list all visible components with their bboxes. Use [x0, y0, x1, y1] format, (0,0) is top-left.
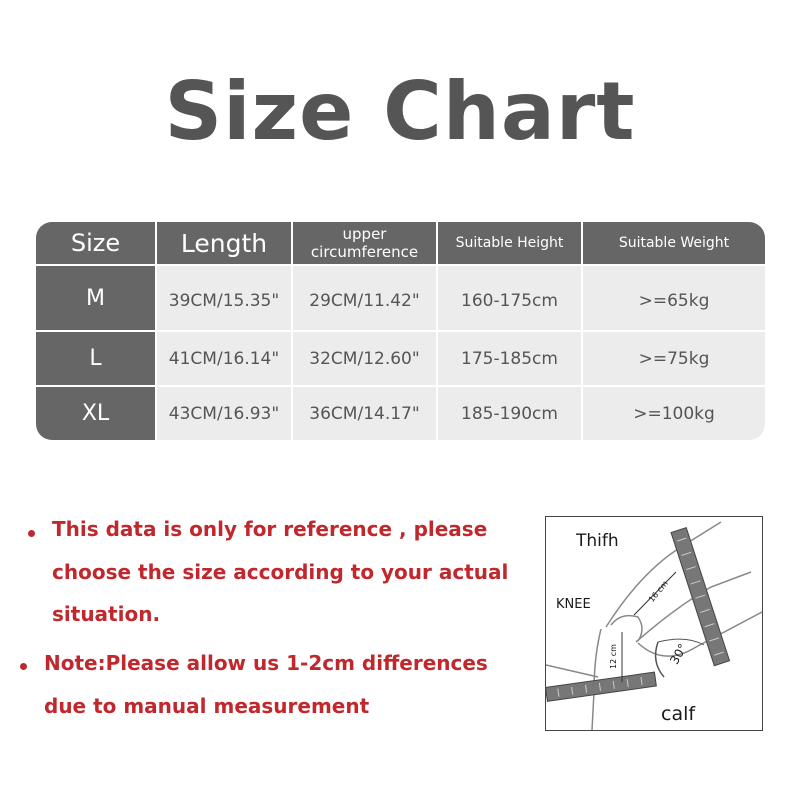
thigh-label: Thifh — [576, 531, 619, 551]
note-1-line-2: choose the size according to your actual — [52, 560, 509, 584]
note-2-line-1: Note:Please allow us 1-2cm differences — [44, 651, 488, 675]
page-title: Size Chart — [164, 65, 636, 158]
length-cell-xl: 43CM/16.93" — [168, 403, 280, 424]
upper-cell-m: 29CM/11.42" — [309, 291, 420, 311]
size-cell-l: L — [89, 346, 102, 371]
knee-label: KNEE — [556, 597, 591, 612]
upper-cell-xl: 36CM/14.17" — [309, 403, 420, 424]
upper-measure-label: 16 cm — [647, 579, 670, 604]
header-upper-line1: upper — [342, 225, 387, 243]
size-cell-xl: XL — [81, 401, 110, 426]
header-suitable-weight: Suitable Weight — [618, 235, 730, 251]
header-upper-line2: circumference — [310, 243, 419, 261]
weight-cell-l: >=75kg — [638, 348, 710, 369]
lower-measure-label: 12 cm — [608, 644, 618, 669]
upper-cell-l: 32CM/12.60" — [309, 348, 420, 369]
knee-measurement-diagram — [545, 516, 763, 731]
length-cell-l: 41CM/16.14" — [168, 348, 280, 369]
length-cell-m: 39CM/15.35" — [168, 291, 280, 311]
header-size: Size — [70, 229, 121, 257]
size-cell-m: M — [86, 285, 105, 311]
size-table — [36, 222, 765, 440]
note-1-line-1: This data is only for reference , please — [52, 517, 488, 541]
note-1-line-3: situation. — [52, 602, 161, 626]
note-2-line-2: due to manual measurement — [44, 694, 370, 718]
bullet-icon — [28, 530, 35, 537]
weight-cell-m: >=65kg — [638, 291, 710, 311]
height-cell-m: 160-175cm — [461, 291, 558, 311]
height-cell-l: 175-185cm — [461, 348, 558, 369]
bullet-icon — [20, 663, 27, 670]
calf-label: calf — [661, 703, 696, 725]
header-suitable-height: Suitable Height — [455, 235, 564, 251]
angle-label: 30° — [667, 641, 691, 667]
header-length: Length — [180, 228, 268, 258]
height-cell-xl: 185-190cm — [461, 403, 558, 424]
header-upper-circumference — [293, 222, 436, 264]
weight-cell-xl: >=100kg — [633, 403, 715, 424]
